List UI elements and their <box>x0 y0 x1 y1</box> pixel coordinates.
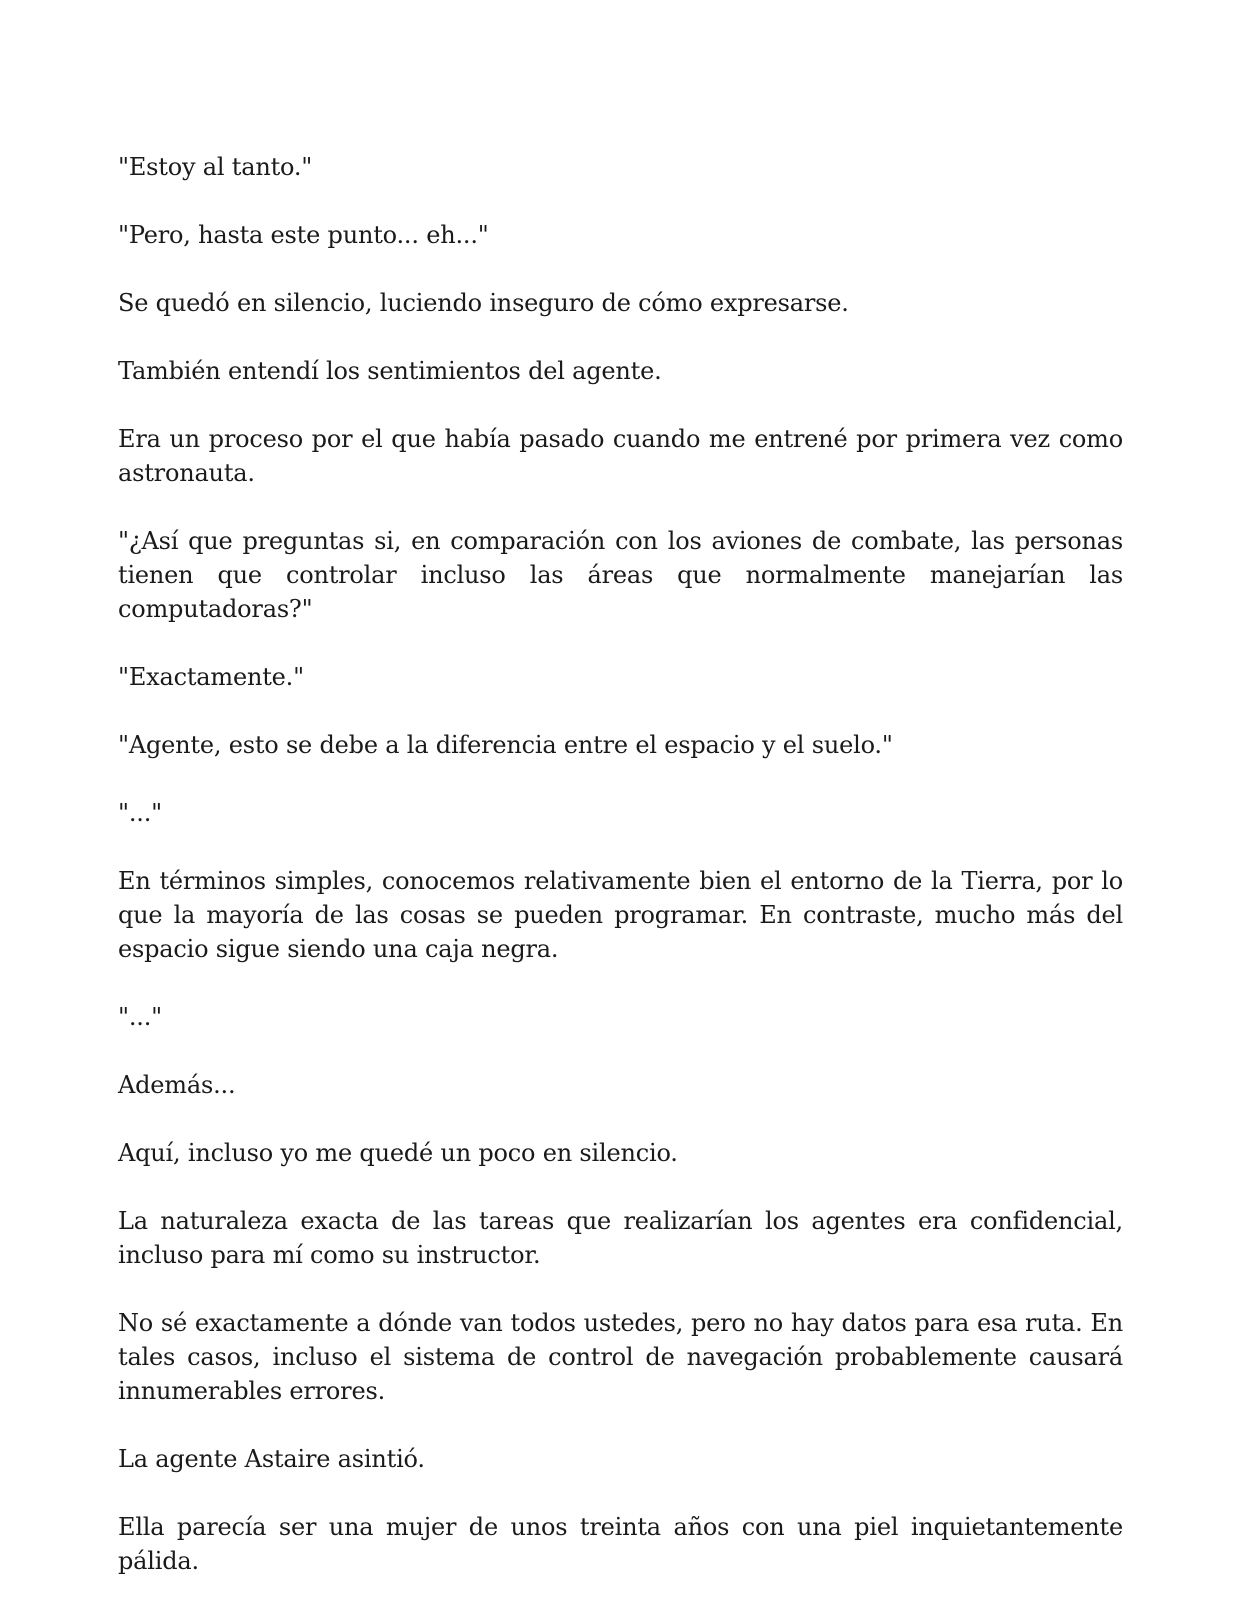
paragraph: Se quedó en silencio, luciendo inseguro de cómo expresarse. <box>118 289 849 317</box>
paragraph: Ella parecía ser una mujer de unos treinta años con una piel inquietantemente pálida. <box>118 1513 1123 1575</box>
paragraph: La naturaleza exacta de las tareas que realizarían los agentes era confidencial, incluso para mí como su instructor. <box>118 1207 1123 1269</box>
paragraph: "Agente, esto se debe a la diferencia entre el espacio y el suelo." <box>118 731 893 759</box>
paragraph: La agente Astaire asintió. <box>118 1445 425 1473</box>
paragraph: Era un proceso por el que había pasado cuando me entrené por primera vez como astronauta. <box>118 425 1123 487</box>
paragraph: "Estoy al tanto." <box>118 153 313 181</box>
paragraph: "Exactamente." <box>118 663 304 691</box>
paragraph: También entendí los sentimientos del agente. <box>118 357 662 385</box>
paragraph: "¿Así que preguntas si, en comparación con los aviones de combate, las personas tienen que controlar incluso las áreas que normalmente manejarían las computadoras?" <box>118 527 1123 623</box>
paragraph: Aquí, incluso yo me quedé un poco en silencio. <box>118 1139 678 1167</box>
paragraph: Además... <box>118 1071 236 1099</box>
paragraph: "Pero, hasta este punto... eh..." <box>118 221 489 249</box>
paragraph: En términos simples, conocemos relativamente bien el entorno de la Tierra, por lo que la mayoría de las cosas se pueden programar. En contraste, mucho más del espacio sigue siendo una caja negra. <box>118 867 1123 963</box>
paragraph: "..." <box>118 799 162 827</box>
paragraph: "..." <box>118 1003 162 1031</box>
paragraph: No sé exactamente a dónde van todos ustedes, pero no hay datos para esa ruta. En tales casos, incluso el sistema de control de navegación probablemente causará innumerables errores. <box>118 1309 1123 1405</box>
